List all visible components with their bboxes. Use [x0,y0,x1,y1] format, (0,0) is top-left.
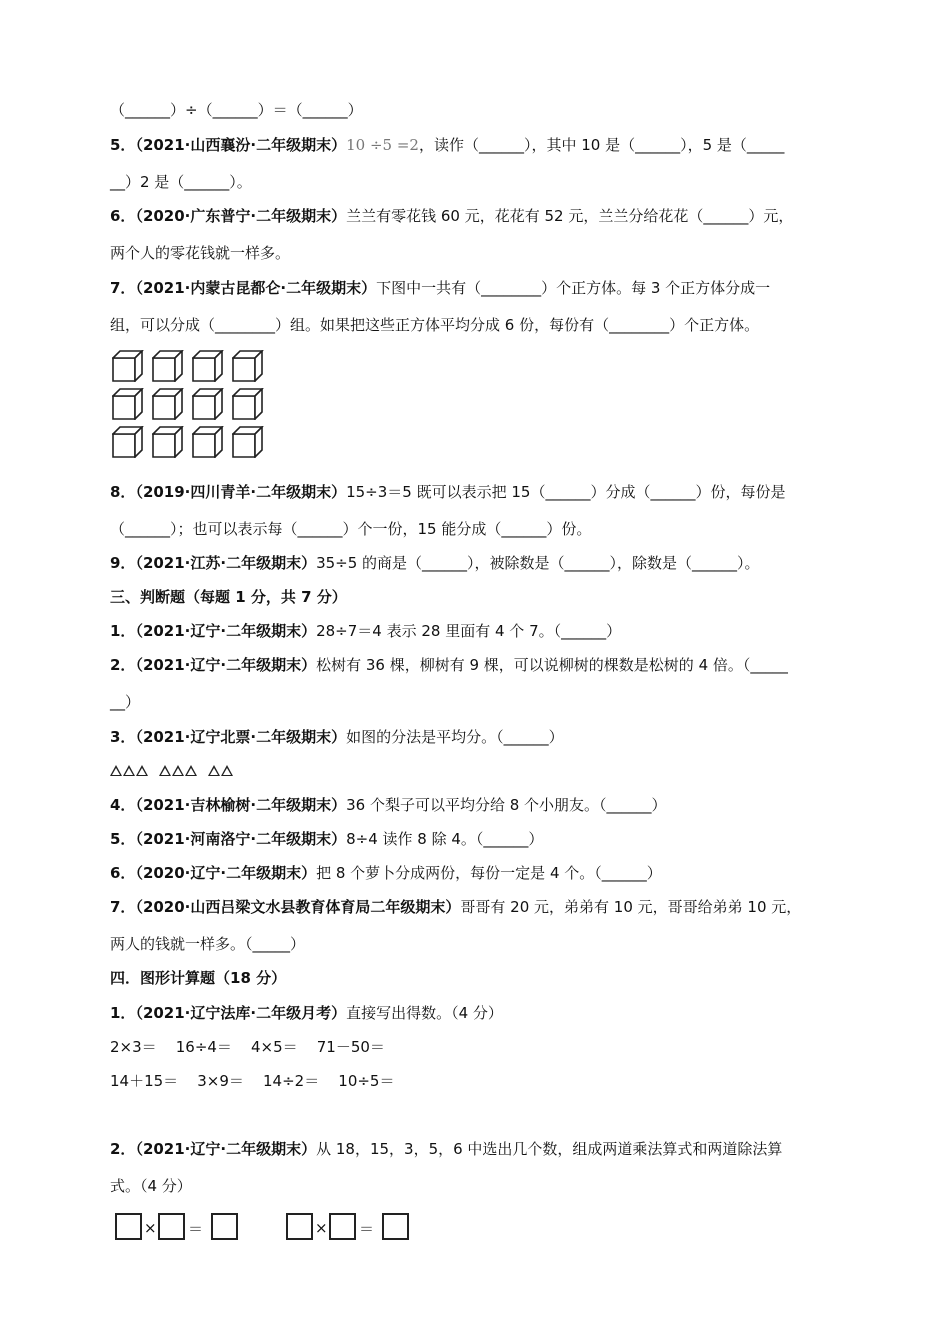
question-source: （2021·辽宁北票·二年级期末） [135,728,347,746]
judgement-3 [110,727,564,747]
calc-item: 4×5＝ [251,1038,298,1056]
calc-item: 10÷5＝ [338,1072,395,1090]
judgement-7-cont: 两人的钱就一样多。（_____） [110,935,306,953]
triangle-icon [172,765,184,776]
question-source: （2021·辽宁·二年级期末） [135,656,317,674]
cube-icon [152,426,184,458]
section-heading-calculation: 四．图形计算题（18 分） [110,969,287,987]
question-source: （2021·山西襄汾·二年级期末） [135,136,347,154]
question-text: 15÷3＝5 既可以表示把 15（______）分成（______）份，每份是 [346,483,786,501]
question-text: 松树有 36 棵，柳树有 9 棵，可以说柳树的棵数是松树的 4 倍。（_____ [316,656,788,674]
question-8 [110,482,785,502]
question-number: 9． [110,554,136,572]
question-source: （2019·四川青羊·二年级期末） [135,483,347,501]
question-text: 如图的分法是平均分。（______） [346,728,564,746]
question-number: 7． [110,279,136,297]
triangle-icon [159,765,171,776]
calc-question-1 [110,1003,503,1023]
question-number: 6． [110,864,136,882]
section-heading-judgement: 三、判断题（每题 1 分，共 7 分） [110,588,347,606]
times-sign: × [144,1219,157,1237]
blank-line-division: （______）÷（______）＝（______） [110,101,363,119]
question-7 [110,278,770,298]
cube-icon [192,426,224,458]
question-7-cont: 组，可以分成（________）组。如果把这些正方体平均分成 6 份，每份有（________）个正方体。 [110,316,760,334]
cube-icon [152,388,184,420]
division-formula: 10 ÷5 =2 [346,136,419,154]
question-source: （2020·广东普宁·二年级期末） [135,207,347,225]
triangle-icon [136,765,148,776]
question-number: 7． [110,898,136,916]
equals-sign: ＝ [188,1220,204,1238]
calc-item: 14÷2＝ [263,1072,320,1090]
triangle-icon [208,765,220,776]
answer-box[interactable] [286,1213,313,1240]
triangle-icon [110,765,122,776]
judgement-4 [110,795,667,815]
question-5 [110,135,784,155]
question-source: （2021·辽宁·二年级期末） [135,622,317,640]
judgement-1 [110,621,621,641]
answer-box[interactable] [115,1213,142,1240]
cube-icon [112,388,144,420]
calc-row-2 [110,1071,394,1091]
cube-icon [192,350,224,382]
cube-icon [192,388,224,420]
question-8-cont: （______）；也可以表示每（______）个一份，15 能分成（______）份。 [110,520,592,538]
judgement-2 [110,655,788,675]
cube-icon [232,350,264,382]
question-5-cont: __）2 是（______）。 [110,173,252,191]
question-text: 哥哥有 20 元，弟弟有 10 元，哥哥给弟弟 10 元， [460,898,802,916]
answer-box[interactable] [382,1213,409,1240]
calc-item: 16÷4＝ [175,1038,232,1056]
judgement-2-cont: __） [110,693,141,711]
calc-question-2-cont: 式。（4 分） [110,1177,192,1195]
question-source: （2021·辽宁·二年级期末） [135,1140,317,1158]
question-source: （2020·辽宁·二年级期末） [135,864,317,882]
judgement-6 [110,863,662,883]
question-text: 从 18，15，3，5，6 中选出几个数，组成两道乘法算式和两道除法算 [316,1140,783,1158]
question-number: 1． [110,622,136,640]
triangle-groups [110,762,234,780]
cube-icon [232,388,264,420]
question-number: 3． [110,728,136,746]
question-source: （2021·吉林榆树·二年级期末） [135,796,347,814]
question-text: 下图中一共有（________）个正方体。每 3 个正方体分成一 [376,279,771,297]
question-text: 8÷4 读作 8 除 4。（______） [346,830,544,848]
answer-box[interactable] [329,1213,356,1240]
question-source: （2021·江苏·二年级期末） [135,554,317,572]
judgement-7 [110,897,801,917]
question-number: 2． [110,1140,136,1158]
question-source: （2021·河南洛宁·二年级期末） [135,830,347,848]
question-text: 兰兰有零花钱 60 元，花花有 52 元，兰兰分给花花（______）元， [346,207,794,225]
triangle-icon [221,765,233,776]
question-number: 5． [110,136,136,154]
question-source: （2021·内蒙古昆都仑·二年级期末） [135,279,377,297]
answer-box[interactable] [158,1213,185,1240]
calc-item: 14＋15＝ [110,1072,179,1090]
triangle-icon [185,765,197,776]
calc-question-2 [110,1139,782,1159]
calc-item: 3×9＝ [197,1072,244,1090]
question-text: 直接写出得数。（4 分） [346,1004,503,1022]
question-6 [110,206,793,226]
cube-icon [112,426,144,458]
judgement-5 [110,829,543,849]
answer-box[interactable] [211,1213,238,1240]
question-text: 36 个梨子可以平均分给 8 个小朋友。（______） [346,796,667,814]
triangle-icon [123,765,135,776]
question-number: 2． [110,656,136,674]
question-source: （2021·辽宁法库·二年级月考） [135,1004,347,1022]
question-text: 把 8 个萝卜分成两份，每份一定是 4 个。（______） [316,864,662,882]
calc-item: 71－50＝ [316,1038,385,1056]
equals-sign: ＝ [359,1220,375,1238]
question-text: 35÷5 的商是（______），被除数是（______），除数是（______）。 [316,554,760,572]
question-9 [110,553,760,573]
question-number: 1． [110,1004,136,1022]
question-text: ，读作（______），其中 10 是（______），5 是（_____ [418,136,785,154]
cube-icon [112,350,144,382]
cube-icon [232,426,264,458]
cube-icon [152,350,184,382]
calc-row-1 [110,1037,385,1057]
question-source: （2020·山西吕梁文水县教育体育局二年级期末） [135,898,461,916]
question-6-cont: 两个人的零花钱就一样多。 [110,244,291,262]
times-sign: × [315,1219,328,1237]
question-number: 5． [110,830,136,848]
calc-item: 2×3＝ [110,1038,157,1056]
question-number: 4． [110,796,136,814]
question-number: 8． [110,483,136,501]
question-text: 28÷7＝4 表示 28 里面有 4 个 7。（______） [316,622,622,640]
question-number: 6． [110,207,136,225]
